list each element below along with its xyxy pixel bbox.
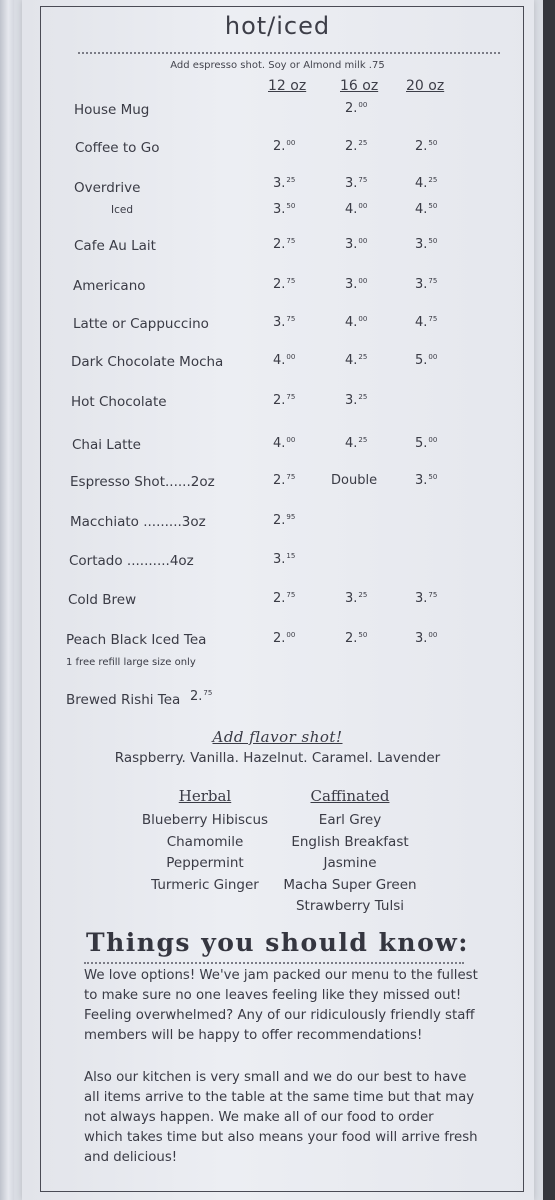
price-20oz: 3.75 <box>415 277 438 292</box>
menu-item-name: Coffee to Go <box>75 140 160 156</box>
price-20oz: 4.25 <box>415 176 438 191</box>
tea-item: Jasmine <box>323 855 377 872</box>
flavor-shot-heading: Add flavor shot! <box>212 728 343 746</box>
kitchen-paragraph <box>84 1068 516 1168</box>
price-16oz: 2.00 <box>345 101 368 116</box>
price-20oz: 2.50 <box>415 139 438 154</box>
paragraph-line: which takes time but also means your food will arrive fresh <box>84 1130 478 1145</box>
price-12oz: 3.15 <box>273 552 296 567</box>
price-16oz: 3.75 <box>345 176 368 191</box>
herbal-tea-list <box>130 810 280 896</box>
menu-item-name: Hot Chocolate <box>71 394 167 410</box>
caffeinated-heading: Caffinated <box>310 787 390 805</box>
price-20oz: 3.75 <box>415 591 438 606</box>
price-16oz: 4.25 <box>345 353 368 368</box>
price-20oz: 4.50 <box>415 202 438 217</box>
size-header-12oz: 12 oz <box>268 78 307 94</box>
dotted-divider <box>78 52 500 54</box>
herbal-heading: Herbal <box>178 787 232 805</box>
price-12oz: 2.95 <box>273 513 296 528</box>
dotted-divider <box>84 962 464 964</box>
menu-item-name: Brewed Rishi Tea <box>66 692 181 708</box>
price-12oz: 2.75 <box>190 689 213 704</box>
paragraph-line: all items arrive to the table at the same time but that may <box>84 1090 475 1105</box>
tea-item: Earl Grey <box>318 812 382 828</box>
menu-item-name: Latte or Cappuccino <box>73 316 209 332</box>
price-16oz: 4.00 <box>345 202 368 217</box>
tea-item: Peppermint <box>166 855 244 872</box>
price-16oz: 4.25 <box>345 436 368 451</box>
menu-item-name: Cold Brew <box>68 592 137 608</box>
menu-item-name: Cafe Au Lait <box>74 238 156 254</box>
menu-item-name: Dark Chocolate Mocha <box>71 354 224 370</box>
price-16oz: 2.25 <box>345 139 368 154</box>
size-header-16oz: 16 oz <box>340 78 379 94</box>
paragraph-line: to make sure no one leaves feeling like they missed out! <box>84 988 462 1003</box>
price-16oz: 2.50 <box>345 631 368 646</box>
menu-item-name: Chai Latte <box>72 437 141 453</box>
menu-item-name: Espresso Shot......2oz <box>70 474 215 490</box>
size-header-20oz: 20 oz <box>406 78 445 94</box>
price-12oz: 2.00 <box>273 631 296 646</box>
price-12oz: 4.00 <box>273 353 296 368</box>
price-12oz: 2.75 <box>273 277 296 292</box>
price-20oz: 5.00 <box>415 436 438 451</box>
tea-item: Blueberry Hibiscus <box>141 812 269 828</box>
price-12oz: 2.75 <box>273 237 296 252</box>
tea-item: Chamomile <box>166 833 244 850</box>
price-12oz: 2.75 <box>273 393 296 408</box>
price-12oz: 3.50 <box>273 202 296 217</box>
price-20oz: 5.00 <box>415 353 438 368</box>
flavor-list: Raspberry. Vanilla. Hazelnut. Caramel. Lavender <box>114 750 441 766</box>
price-20oz: 3.50 <box>415 473 438 488</box>
price-20oz: 4.75 <box>415 315 438 330</box>
price-12oz: 3.25 <box>273 176 296 191</box>
price-16oz: 3.25 <box>345 393 368 408</box>
menu-item-name: House Mug <box>74 102 150 118</box>
price-16oz: Double <box>331 473 378 488</box>
price-12oz: 2.75 <box>273 473 296 488</box>
dark-background-edge <box>543 0 555 1200</box>
paragraph-line: Feeling overwhelmed? Any of our ridiculously friendly staff <box>84 1008 475 1023</box>
menu-item-name: Iced <box>111 204 133 216</box>
refill-note: 1 free refill large size only <box>66 657 196 668</box>
tea-item: Strawberry Tulsi <box>295 898 405 915</box>
price-20oz: 3.00 <box>415 631 438 646</box>
tea-item: Macha Super Green <box>283 876 417 893</box>
paragraph-line: members will be happy to offer recommendations! <box>84 1028 423 1043</box>
price-12oz: 2.00 <box>273 139 296 154</box>
paragraph-line: We love options! We've jam packed our menu to the fullest <box>84 968 478 983</box>
menu-item-name: Overdrive <box>74 180 141 196</box>
price-12oz: 4.00 <box>273 436 296 451</box>
menu-item-name: Macchiato .........3oz <box>70 514 206 530</box>
options-paragraph <box>84 966 516 1046</box>
price-12oz: 3.75 <box>273 315 296 330</box>
adjacent-page-edge <box>0 0 14 1200</box>
paragraph-line: and delicious! <box>84 1150 178 1165</box>
tea-item: English Breakfast <box>291 833 409 850</box>
section-title: hot/iced <box>224 12 331 40</box>
paragraph-line: not always happen. We make all of our food to order <box>84 1110 434 1125</box>
price-16oz: 3.00 <box>345 277 368 292</box>
price-16oz: 3.00 <box>345 237 368 252</box>
price-16oz: 3.25 <box>345 591 368 606</box>
menu-item-name: Americano <box>73 278 146 294</box>
paragraph-line: Also our kitchen is very small and we do our best to have <box>84 1070 467 1085</box>
tea-item: Turmeric Ginger <box>151 876 259 893</box>
menu-item-name: Cortado ..........4oz <box>69 553 194 569</box>
menu-item-name: Peach Black Iced Tea <box>66 632 207 648</box>
caffeinated-tea-list <box>275 810 425 918</box>
add-ons-note: Add espresso shot. Soy or Almond milk .75 <box>170 60 385 71</box>
price-16oz: 4.00 <box>345 315 368 330</box>
price-12oz: 2.75 <box>273 591 296 606</box>
price-20oz: 3.50 <box>415 237 438 252</box>
things-to-know-title: Things you should know: <box>86 928 469 957</box>
